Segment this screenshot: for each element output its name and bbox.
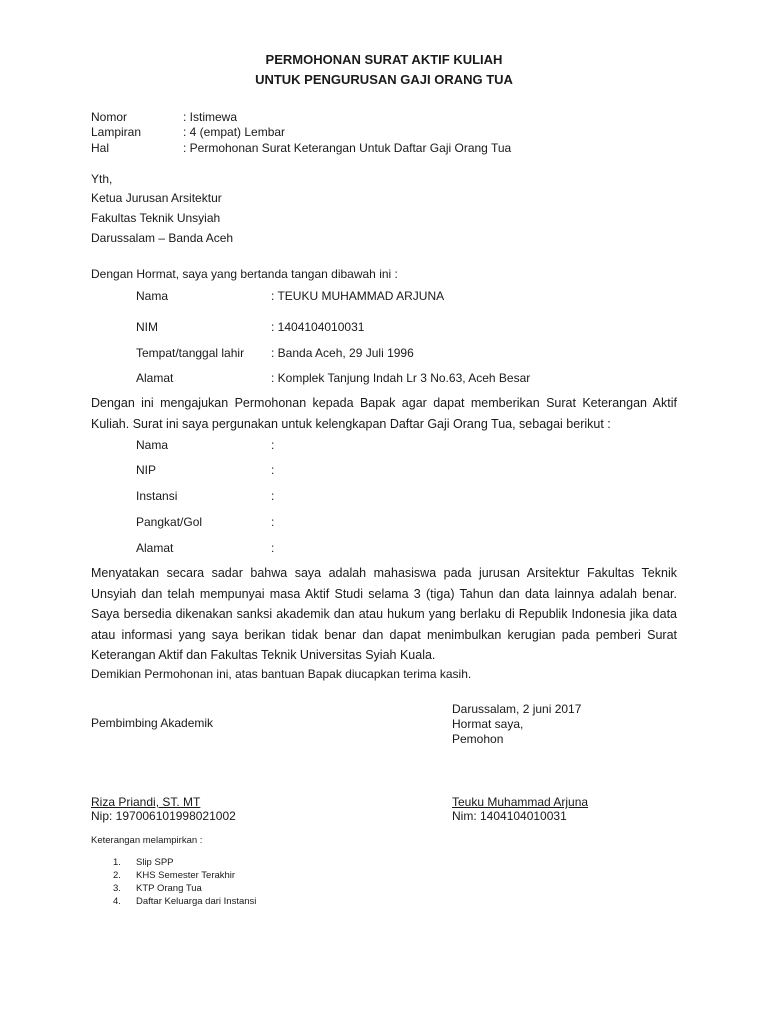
recipient-line-2: Fakultas Teknik Unsyiah xyxy=(91,211,221,225)
parent-label-nama: Nama xyxy=(136,438,169,452)
advisor-id: Nip: 197006101998021002 xyxy=(91,809,236,823)
student-value-alamat: : Komplek Tanjung Indah Lr 3 No.63, Aceh Besar xyxy=(271,371,531,385)
recipient-yth: Yth, xyxy=(91,172,113,186)
applicant-id: Nim: 1404104010031 xyxy=(452,809,567,823)
field-label-lampiran: Lampiran xyxy=(91,125,142,139)
field-label-nomor: Nomor xyxy=(91,110,128,124)
title-line-2: UNTUK PENGURUSAN GAJI ORANG TUA xyxy=(255,72,513,87)
field-value-lampiran: : 4 (empat) Lembar xyxy=(183,125,286,139)
statement-paragraph: Menyatakan secara sadar bahwa saya adalah mahasiswa pada jurusan Arsitektur Fakultas Teknik Unsyiah dan telah mempunyai masa Aktif Studi selama 3 (tiga) Tahun dan data lainnya adalah benar. Saya bersedia dikenakan sanksi akademik dan atau hukum yang berlaku di Republik Indonesia jika data atau informasi yang saya berikan tidak benar dan dapat menimbulkan kerugian pada pemberi Surat Keterangan Aktif dan Fakultas Teknik Universitas Syiah Kuala. xyxy=(91,566,677,662)
student-value-ttl: : Banda Aceh, 29 Juli 1996 xyxy=(271,346,414,360)
attachment-num: 1. xyxy=(113,857,121,868)
request-paragraph: Dengan ini mengajukan Permohonan kepada Bapak agar dapat memberikan Surat Keterangan Aktif Kuliah. Surat ini saya pergunakan untuk kelengkapan Daftar Gaji Orang Tua, sebagai berikut : xyxy=(91,396,677,431)
greeting: Dengan Hormat, saya yang bertanda tangan dibawah ini : xyxy=(91,267,398,281)
field-value-nomor: : Istimewa xyxy=(183,110,238,124)
closing-line: Demikian Permohonan ini, atas bantuan Bapak diucapkan terima kasih. xyxy=(91,667,472,681)
field-label-hal: Hal xyxy=(91,141,110,155)
sign-date: Darussalam, 2 juni 2017 xyxy=(452,702,582,716)
attachment-num: 3. xyxy=(113,883,121,894)
attachments-title: Keterangan melampirkan : xyxy=(91,835,203,846)
parent-value-nip: : xyxy=(271,463,275,477)
parent-label-nip: NIP xyxy=(136,463,157,477)
parent-label-alamat: Alamat xyxy=(136,541,174,555)
attachment-text: KTP Orang Tua xyxy=(136,883,202,894)
student-label-alamat: Alamat xyxy=(136,371,174,385)
applicant-name: Teuku Muhammad Arjuna xyxy=(452,795,589,809)
parent-value-instansi: : xyxy=(271,489,275,503)
parent-label-pangkat: Pangkat/Gol xyxy=(136,515,203,529)
parent-value-nama: : xyxy=(271,438,275,452)
attachment-text: Slip SPP xyxy=(136,857,174,868)
parent-value-alamat: : xyxy=(271,541,275,555)
attachment-text: Daftar Keluarga dari Instansi xyxy=(136,896,257,907)
sign-role-right: Pemohon xyxy=(452,732,504,746)
student-value-nama: : TEUKU MUHAMMAD ARJUNA xyxy=(271,289,445,303)
attachment-num: 4. xyxy=(113,896,121,907)
recipient-line-1: Ketua Jurusan Arsitektur xyxy=(91,191,222,205)
title-line-1: PERMOHONAN SURAT AKTIF KULIAH xyxy=(265,52,503,67)
recipient-line-3: Darussalam – Banda Aceh xyxy=(91,231,234,245)
student-value-nim: : 1404104010031 xyxy=(271,320,365,334)
attachment-num: 2. xyxy=(113,870,121,881)
field-value-hal: : Permohonan Surat Keterangan Untuk Daftar Gaji Orang Tua xyxy=(183,141,512,155)
parent-label-instansi: Instansi xyxy=(136,489,178,503)
advisor-name: Riza Priandi, ST. MT xyxy=(91,795,201,809)
parent-value-pangkat: : xyxy=(271,515,275,529)
sign-role-left: Pembimbing Akademik xyxy=(91,716,214,730)
student-label-ttl: Tempat/tanggal lahir xyxy=(136,346,245,360)
attachment-text: KHS Semester Terakhir xyxy=(136,870,236,881)
student-label-nama: Nama xyxy=(136,289,169,303)
student-label-nim: NIM xyxy=(136,320,158,334)
sign-greeting: Hormat saya, xyxy=(452,717,524,731)
